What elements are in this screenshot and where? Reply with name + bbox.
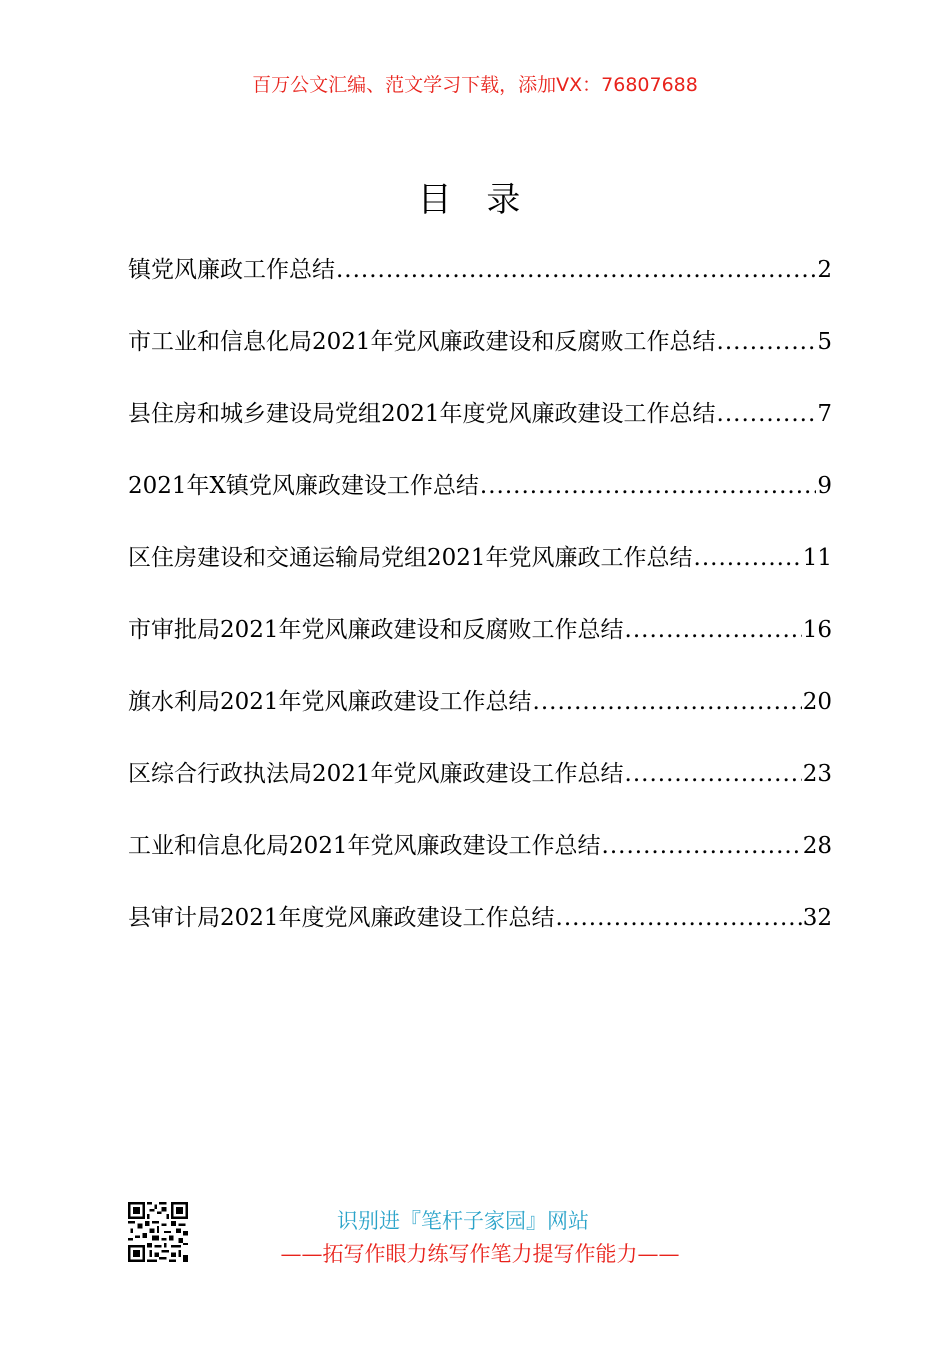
toc-entry-label: 区住房建设和交通运输局党组2021年党风廉政工作总结 xyxy=(128,545,693,571)
toc-entry-page: 20 xyxy=(802,689,832,715)
toc-entry-label: 2021年X镇党风廉政建设工作总结 xyxy=(128,473,479,499)
toc-entry-page: 9 xyxy=(817,473,832,499)
dot-leader xyxy=(694,538,802,578)
dot-leader xyxy=(533,682,802,722)
toc-entry[interactable] xyxy=(128,394,832,466)
toc-entry-label: 县审计局2021年度党风廉政建设工作总结 xyxy=(128,905,555,931)
toc-entry-label: 旗水利局2021年党风廉政建设工作总结 xyxy=(128,689,532,715)
toc-entry-page: 32 xyxy=(802,905,832,931)
toc-entry[interactable] xyxy=(128,322,832,394)
toc-entry[interactable] xyxy=(128,538,832,610)
dot-leader xyxy=(625,754,802,794)
toc-entry-page: 16 xyxy=(802,617,832,643)
toc-entry[interactable] xyxy=(128,898,832,970)
dot-leader xyxy=(556,898,802,938)
toc-entry[interactable] xyxy=(128,754,832,826)
dot-leader xyxy=(717,394,817,434)
toc-entry-label: 市审批局2021年党风廉政建设和反腐败工作总结 xyxy=(128,617,624,643)
toc-entry[interactable] xyxy=(128,610,832,682)
footer-website-line: 识别进『笔杆子家园』网站 xyxy=(337,1209,589,1233)
toc-entry[interactable] xyxy=(128,682,832,754)
toc-entry-label: 县住房和城乡建设局党组2021年度党风廉政建设工作总结 xyxy=(128,401,716,427)
toc-entry-page: 7 xyxy=(817,401,832,427)
toc-list xyxy=(128,250,832,970)
dot-leader xyxy=(480,466,816,506)
toc-entry-page: 28 xyxy=(802,833,832,859)
toc-entry-page: 5 xyxy=(817,329,832,355)
toc-entry-label: 镇党风廉政工作总结 xyxy=(128,257,335,283)
toc-entry[interactable] xyxy=(128,466,832,538)
toc-entry-page: 2 xyxy=(817,257,832,283)
toc-entry[interactable] xyxy=(128,250,832,322)
toc-entry-label: 区综合行政执法局2021年党风廉政建设工作总结 xyxy=(128,761,624,787)
toc-entry-label: 工业和信息化局2021年党风廉政建设工作总结 xyxy=(128,833,601,859)
dot-leader xyxy=(625,610,802,650)
dot-leader xyxy=(717,322,817,362)
dot-leader xyxy=(336,250,816,290)
toc-entry[interactable] xyxy=(128,826,832,898)
toc-entry-label: 市工业和信息化局2021年党风廉政建设和反腐败工作总结 xyxy=(128,329,716,355)
footer-slogan-line: ——拓写作眼力练写作笔力提写作能力—— xyxy=(280,1242,680,1266)
dot-leader xyxy=(602,826,802,866)
header-banner: 百万公文汇编、范文学习下载，添加VX：76807688 xyxy=(252,74,698,96)
toc-entry-page: 23 xyxy=(802,761,832,787)
toc-title: 目 录 xyxy=(417,180,533,220)
toc-entry-page: 11 xyxy=(802,545,832,571)
